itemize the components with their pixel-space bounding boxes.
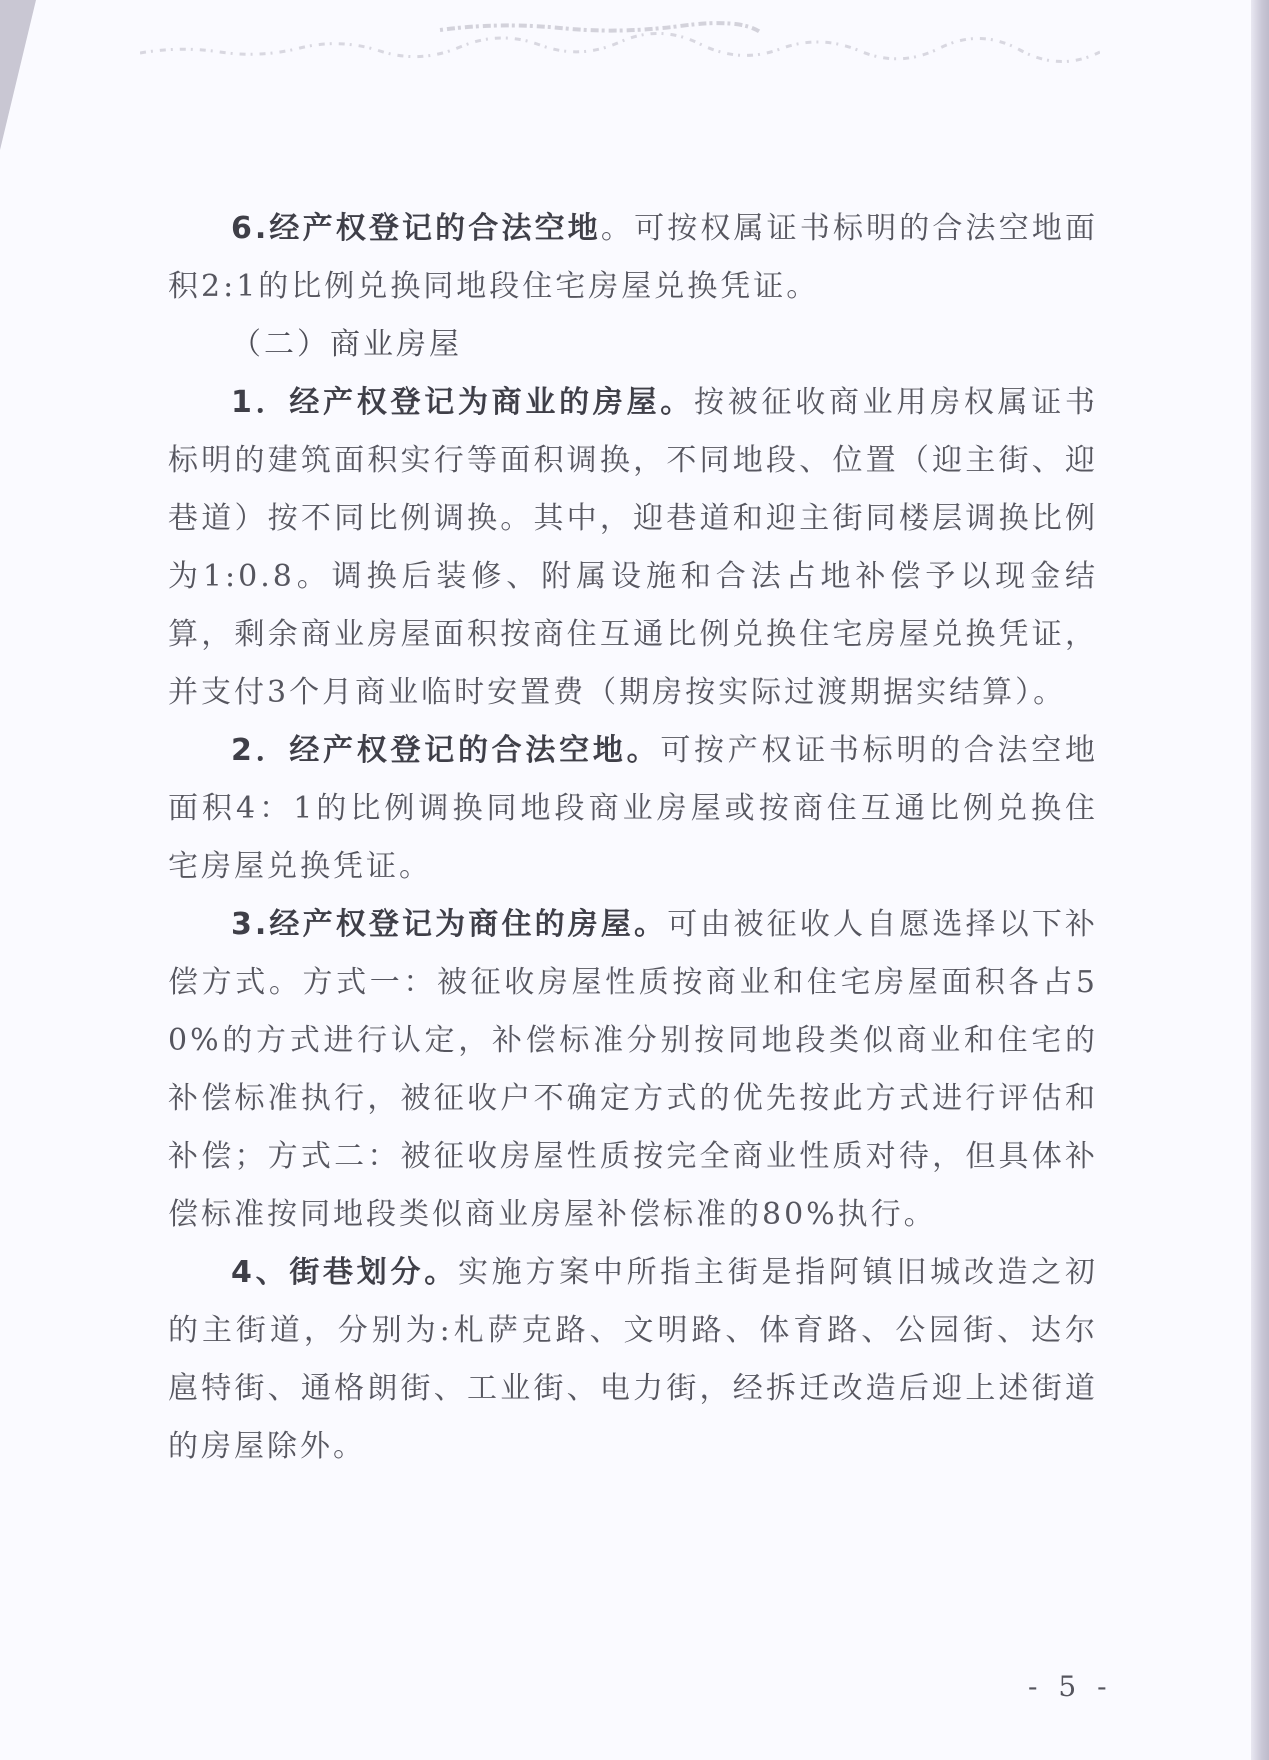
show-through-text (140, 18, 1100, 68)
paragraph-lead: 1．经产权登记为商业的房屋。 (231, 385, 695, 420)
corner-fold (0, 0, 36, 150)
paragraph-street-division (168, 1244, 1098, 1476)
section-heading: （二）商业房屋 (231, 327, 462, 362)
paragraph-mixed-use-house (168, 896, 1098, 1244)
document-body (168, 200, 1098, 1476)
paragraph-text: 可由被征收人自愿选择以下补偿方式。方式一：被征收房屋性质按商业和住宅房屋面积各占50%的方式进行认定，补偿标准分别按同地段类似商业和住宅的补偿标准执行，被征收户不确定方式的优先按此方式进行评估和补偿；方式二：被征收房屋性质按完全商业性质对待，但具体补偿标准按同地段类似商业房屋补偿标准的80%执行。 (168, 907, 1099, 1232)
paragraph-text: 按被征收商业用房权属证书标明的建筑面积实行等面积调换，不同地段、位置（迎主街、迎巷道）按不同比例调换。其中，迎巷道和迎主街同楼层调换比例为1:0.8。调换后装修、附属设施和合法占地补偿予以现金结算，剩余商业房屋面积按商住互通比例兑换住宅房屋兑换凭证，并支付3个月商业临时安置费（期房按实际过渡期据实结算）。 (168, 385, 1099, 710)
paragraph-text: 可按产权证书标明的合法空地面积4：1的比例调换同地段商业房屋或按商住互通比例兑换住宅房屋兑换凭证。 (168, 733, 1099, 884)
paragraph-lead: 4、街巷划分。 (231, 1255, 458, 1290)
paragraph-legal-vacant-land (168, 200, 1098, 316)
paragraph-text: 。可按权属证书标明的合法空地面积2:1的比例兑换同地段住宅房屋兑换凭证。 (168, 211, 1099, 304)
paragraph-lead: 6.经产权登记的合法空地 (231, 211, 601, 246)
paragraph-lead: 2．经产权登记的合法空地。 (231, 733, 661, 768)
page-edge-shadow (1251, 0, 1269, 1760)
paragraph-lead: 3.经产权登记为商住的房屋。 (231, 907, 668, 942)
paragraph-commercial-house (168, 374, 1098, 722)
page-number: - 5 - (1028, 1670, 1113, 1703)
paragraph-text: 实施方案中所指主街是指阿镇旧城改造之初的主街道，分别为:札萨克路、文明路、体育路、公园街、达尔扈特街、通格朗街、工业街、电力街，经拆迁改造后迎上述街道的房屋除外。 (168, 1255, 1099, 1464)
paragraph-commercial-vacant-land (168, 722, 1098, 896)
